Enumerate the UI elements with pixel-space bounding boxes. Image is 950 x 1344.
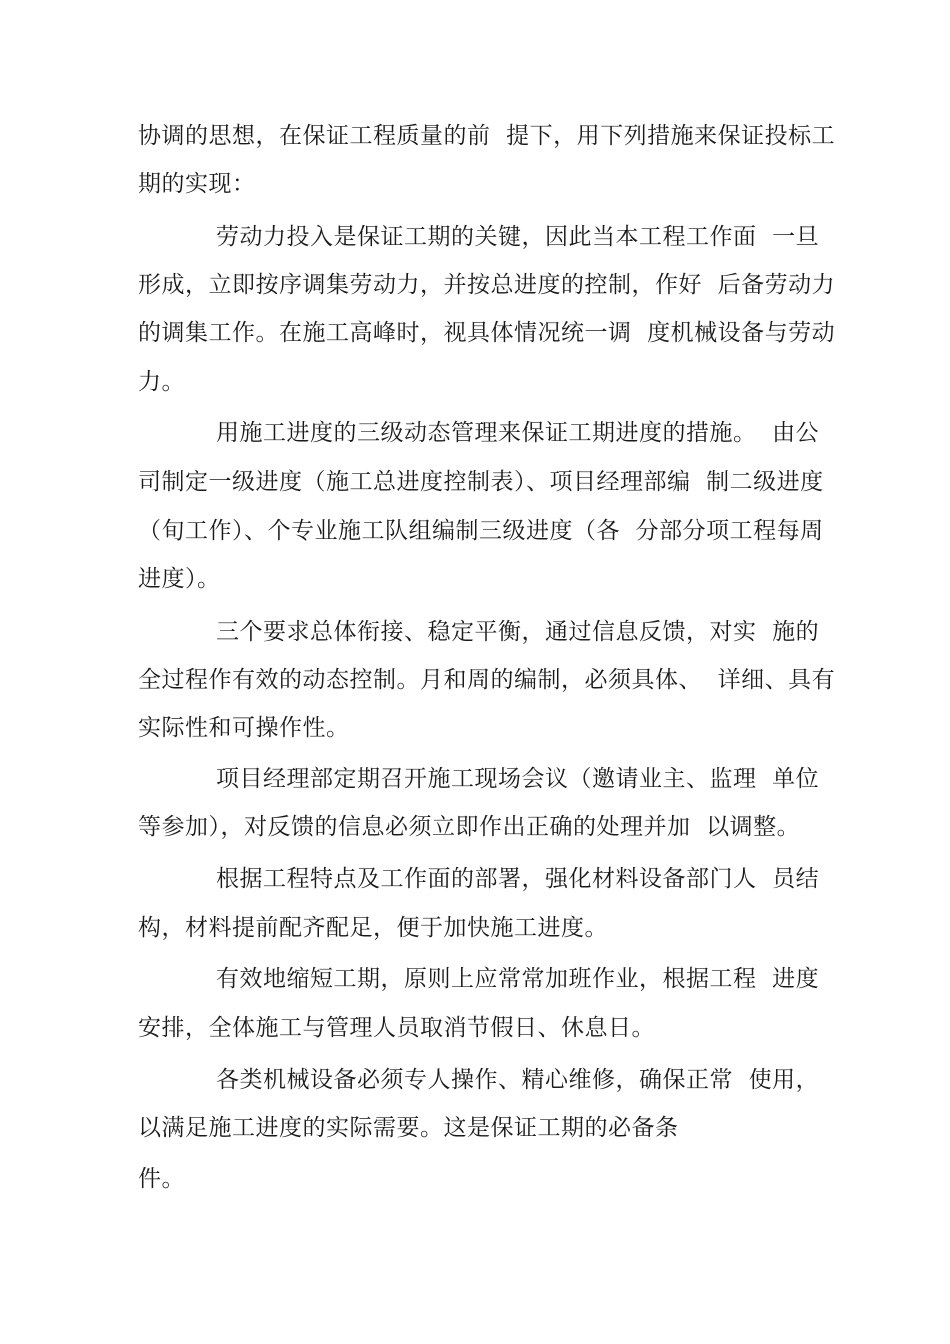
text-line: 期的实现： (138, 171, 256, 197)
text-line: 的调集工作。在施工高峰时，视具体情况统一调 度机械设备与劳动 (138, 320, 836, 346)
text-line: 形成，立即按序调集劳动力，并按总进度的控制，作好 后备劳动力 (138, 272, 836, 298)
paragraph-first-line: 有效地缩短工期，原则上应常常加班作业，根据工程 进度 (216, 966, 820, 992)
text-line: 以满足施工进度的实际需要。这是保证工期的必备条 (138, 1115, 679, 1141)
paragraph-first-line: 项目经理部定期召开施工现场会议（邀请业主、监理 单位 (216, 766, 820, 792)
text-line: 安排，全体施工与管理人员取消节假日、休息日。 (138, 1015, 655, 1041)
paragraph-first-line: 各类机械设备必须专人操作、精心维修，确保正常 使用， (216, 1067, 820, 1093)
paragraph-first-line: 根据工程特点及工作面的部署，强化材料设备部门人 员结 (216, 866, 820, 892)
text-line: 构，材料提前配齐配足，便于加快施工进度。 (138, 915, 608, 941)
text-line: 全过程作有效的动态控制。月和周的编制，必须具体、 详细、具有 (138, 667, 836, 693)
text-line: 力。 (138, 369, 185, 395)
paragraph-first-line: 用施工进度的三级动态管理来保证工期进度的措施。 由公 (216, 420, 820, 446)
text-line: 等参加），对反馈的信息必须立即作出正确的处理并加 以调整。 (138, 814, 801, 840)
text-line: 进度）。 (138, 566, 221, 592)
text-line: 件。 (138, 1166, 185, 1192)
paragraph-first-line: 劳动力投入是保证工期的关键，因此当本工程工作面 一旦 (216, 224, 820, 250)
text-line: 实际性和可操作性。 (138, 715, 350, 741)
text-line: （旬工作）、个专业施工队组编制三级进度（各 分部分项工程每周 (138, 518, 824, 544)
text-line: 司制定一级进度（施工总进度控制表）、项目经理部编 制二级进度 (138, 469, 824, 495)
text-line: 协调的思想，在保证工程质量的前 提下，用下列措施来保证投标工 (138, 123, 836, 149)
paragraph-first-line: 三个要求总体衔接、稳定平衡，通过信息反馈，对实 施的 (216, 619, 820, 645)
